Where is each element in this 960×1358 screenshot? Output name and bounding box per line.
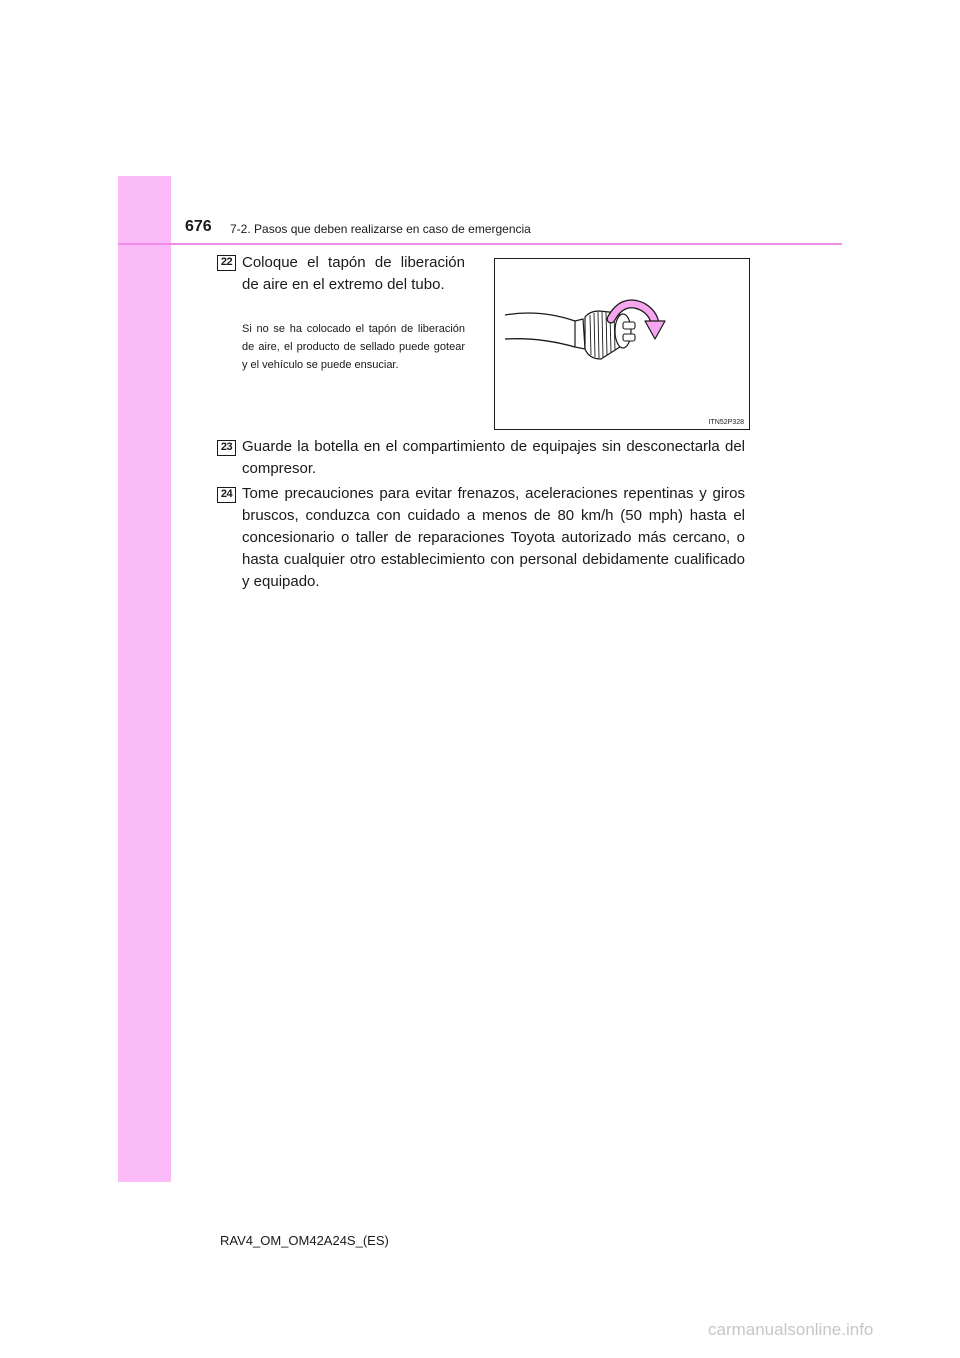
section-title: 7-2. Pasos que deben realizarse en caso de emergencia [230,222,531,236]
figure-code: ITN52P328 [708,419,744,426]
step-badge-22: 22 [217,255,236,271]
hose-cap-illustration [495,259,749,429]
side-tab-bar [118,176,171,1182]
document-code: RAV4_OM_OM42A24S_(ES) [220,1233,389,1248]
page-number: 676 [185,218,212,235]
step-23-text: Guarde la botella en el compartimiento de equipajes sin desconectarla del compresor. [242,438,745,477]
header-divider [118,243,842,245]
step-22-text: Coloque el tapón de liberación de aire en el extremo del tubo. [242,254,465,293]
step-22-note: Si no se ha colocado el tapón de liberación de aire, el producto de sellado puede gotear y el vehículo se puede ensuciar. [242,323,465,371]
step-badge-23: 23 [217,440,236,456]
figure-hose-cap [494,258,750,430]
step-badge-24: 24 [217,487,236,503]
step-24-text: Tome precauciones para evitar frenazos, aceleraciones repentinas y giros bruscos, conduzca con cuidado a menos de 80 km/h (50 mph) hasta el concesionario o taller de reparaciones Toyota autorizado más cercano, o hasta cualquier otro establecimiento con personal debidamente cualificado y equipado. [242,485,745,590]
watermark: carmanualsonline.info [708,1320,874,1339]
